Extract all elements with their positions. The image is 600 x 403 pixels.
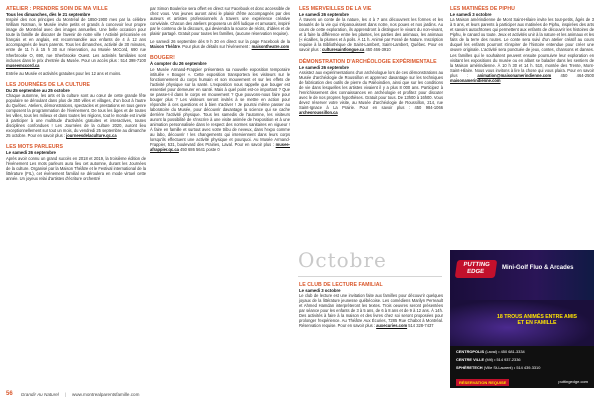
page-number: 56 bbox=[6, 391, 13, 397]
ad-location-row: CENTRE VILLE (Mtl) • 514 937-2336 bbox=[456, 357, 521, 362]
section-date: À compter du 26 septembre bbox=[150, 61, 207, 67]
section-date: Le samedi 3 octobre bbox=[450, 12, 492, 17]
section-date: Le samedi 26 septembre bbox=[6, 150, 56, 156]
section-link[interactable]: maisontheatre.com bbox=[251, 44, 290, 50]
section-link[interactable]: archeoroussillon.ca bbox=[299, 110, 338, 116]
column-3-lower bbox=[299, 282, 443, 335]
section-body: par Simon Boulerice sera offert en direct sur Facebook et donc accessible de chez vous. Vos jeunes auront ainsi le plaisir d'être accompagnés par des auteurs et artistes professionnels à travers une expérience créative conviviale. Chacun des ateliers proposera un défi ludique et amusant, inspiré par le contenu de la discours, qui deviendra la source de récits, d'idées et de plaisir partagé. Gratuit pour toutes les familles, (aucune réservation requise). bbox=[150, 6, 290, 37]
section-mots-parleurs-cont bbox=[150, 6, 290, 49]
section-archeologie bbox=[299, 59, 443, 116]
section-link[interactable]: animation@maisonamerindienne.com bbox=[477, 72, 552, 78]
ad-location-row: SPHÈRETECH (Ville St-Laurent) • 514 439-3310 bbox=[456, 365, 541, 370]
section-body: La Maison amérindienne de Mont Saint-Hilaire invite les tout-petits, âgés de 3 à 5 ans, et leurs parents à participer aux matinées de Piphu, inspirées des arts et savoirs autochtones qui permettent aux enfants de découvrir les histoires de Piphu, le canard ou toute. Jeux et activités unir à la nature et les animaux et les faits de la terre des routes. Le conte sera suivi d'un atelier créatif au cours duquel les enfants pourront s'inspirer de l'histoire entendue pour créer une œuvre originale. L'activité sera ponctuée de jeux, contes, chansons et danses. Les familles qui le souhaitent peuvent ensuite poursuivre leur exploration en visitant les expositions du musée ou en allant se balader dans les sentiers de la Maison amérindienne. À 10 h 30 et 14 h. 510, montée des Trente, Mont-Saint-Hilaire. Nous vous invitons à lire la chose qui vous plaira. Pour en savoir plus : animation@maisonamerindienne.com 450 464-2500 maisonamerindienne.com bbox=[450, 17, 594, 83]
section-heading: LES MATINÉES DE PIPHU bbox=[450, 6, 515, 12]
column-4 bbox=[450, 6, 594, 89]
ad-title: Mini-Golf Fluo & Arcades bbox=[502, 265, 574, 271]
section-heading: DÉMONSTRATION D'ARCHÉOLOGIE EXPÉRIMENTALE bbox=[299, 58, 437, 65]
section-link[interactable]: culturesaintlongue.ca bbox=[321, 47, 365, 53]
divider bbox=[298, 276, 442, 277]
column-3 bbox=[299, 6, 443, 121]
section-body: À travers un conte de la nature, les 4 à 7 ans découvrent les formes et les beautés de la vie qui s'épanouissent dans notre, nos poues et nos jardins. Au cours de cette exploration, ils apprendront à distinguer le vivant du non-vivant, et à faire la différence entre les plantes, les parties des animaux, les animaux (« écailles, la plumes et à poils. À 11 h. Animé par Fossé de Nature. Inscription requise à la Bibliothèque de Saint-Lambert, Saint-Lambert, Québec. Pour en savoir plus : culturesaintlongue.ca 450 466-3910 bbox=[299, 17, 443, 53]
section-heading: LES MERVEILLES DE LA VIE bbox=[299, 6, 372, 12]
section-link[interactable]: auxecuries.com bbox=[376, 323, 408, 329]
section-bouger bbox=[150, 55, 290, 152]
magazine-name: Grandir Au Naturel bbox=[20, 391, 59, 397]
section-date: Tous les dimanches, dès le 21 septembre bbox=[6, 12, 91, 17]
section-date: Le samedi 26 septembre bbox=[299, 64, 349, 70]
column-2 bbox=[150, 6, 290, 158]
section-club-lecture bbox=[299, 282, 443, 329]
section-heading: LES JOURNÉES DE LA CULTURE bbox=[6, 81, 91, 88]
section-heading: LES MOTS PARLEURS bbox=[6, 144, 63, 151]
section-link-2[interactable]: maisonamerindienne.com bbox=[450, 77, 501, 83]
section-mots-parleurs bbox=[6, 144, 146, 180]
section-prendre-soin bbox=[6, 6, 146, 76]
section-date: Le samedi 26 septembre bbox=[299, 12, 349, 17]
section-date: Du 25 septembre au 25 octobre bbox=[6, 87, 70, 93]
section-body: Le Musée Armand-Frappier présentera sa nouvelle exposition temporaire intitulée « Bouger ». Cette exposition transportera les visiteurs sur le fonctionnement du corps humain et son mouvement et sur les effets de l'activité physique sur la santé. L'exposition nous rappelle que bouger est essentiel pour demeurer en santé. Mais à quel point est-ce important ? Que se passe-t-il dans le corps en mouvement ? Que pouvons-nous faire pour bouger plus ? Les visiteurs seront invités à se mettre en action pour répondre à ces questions et à bien s'activer ! Je pourrai même passer au laboratoire du Musée, pour découvrir davantage la science qui se cache derrière l'activité physique. Tous les samedis de l'automne, les visiteurs auront la possibilité de s'inscrire à une visite animée de l'exposition et à une animation personnalisée dans le respect des normes sanitaires en vigueur ! À faire en famille et surtout avec votre tribu de neveux, dans l'expo comme au labo, découvrir ! les changements qui interviennent dans leurs corps lorsqu'ils effectuent une activité physique et pourquoi. Au Musée Armand-Frappier, 531, boulevard des Prairies, Laval. Pour en savoir plus : musee-afrappier.qc.ca 450 686 5641 poste 0 bbox=[150, 66, 290, 153]
footer-separator: | bbox=[64, 391, 67, 397]
month-title: Octobre bbox=[298, 248, 387, 272]
section-heading: ATELIER : PRENDRE SOIN DE MA VILLE bbox=[6, 6, 108, 12]
section-date: Le samedi 3 octobre bbox=[299, 288, 341, 293]
venue-name: Maison Théâtre bbox=[150, 44, 181, 50]
section-body: Chaque automne, les arts et la culture sont au cœur de cette grande fête populaire se déroulant dans plus de 350 villes et villages, d'un bout à l'autre du Québec. Ateliers, démonstrations, spectacles et prestations en tous genre composent la programmation de l'événement. De tous les âges et de toutes les villes, tous les milieux et dans toutes les régions, tout le monde est invité à participer à une multitude d'activités gratuites et interactives, toutes disciplines confondues ! Les Journées de la culture 2020, auront lieu exceptionnellement sur tout un mois, du vendredi 25 septembre au dimanche 25 octobre. Pour en savoir plus : journeesdelaculture.qc.ca bbox=[6, 92, 146, 139]
section-link[interactable]: musee-afrappier.qc.ca bbox=[150, 142, 290, 153]
section-link[interactable]: museemccord.ca bbox=[6, 62, 40, 68]
section-journees-culture bbox=[6, 82, 146, 139]
section-matinees-piphu bbox=[450, 6, 594, 83]
section-body-2: Le samedi 26 septembre dès 9 h 30 en direct sur la page Facebook de la Maison Théâtre. Pour plus de détails sur l'événement : maisontheatre.com bbox=[150, 39, 290, 50]
section-body: Le club de lecture est une invitation faite aux familles pour découvrir quelques joyaux de la littérature jeunesse québécoise. Les comédiens Marilyn Perreault et Ahmed Hamdan interprèteront les textes. Trois oeuvres seront présentées par séance pour les enfants de 3 à 5 ans, de 6 à 8 ans et de 9 à 12 ans. À 14h. Des activités à faire à la maison et des livres chez soi seront proposées pour prolonger l'expérience. Au Théâtre Aux Écuries, 7285 Rue Chabot à Montréal. Réservation requise. Pour en savoir plus : auxecuries.com 514 328-7437 bbox=[299, 293, 443, 329]
ad-location-row: CENTROPOLIS (Laval) • 450 681-3334 bbox=[456, 349, 525, 354]
section-note: Entrée au Musée et activités gratuites pour les 12 ans et moins. bbox=[6, 70, 122, 76]
section-body: Après avoir connu un grand succès en 2018 et 2019, la troisième édition de l'événement Les mots parleurs aura lieu cet automne, durant les Journées de la culture. Organisé par la Maison Théâtre et le Festival international de la littérature (FIL), cet événement familial se déroulera en mode virtuel cette année. Un joyeux relai d'artistes d'écriture orchestré bbox=[6, 155, 146, 181]
section-body: Inspiré des nos principes du Montréal de 1850-1900 mes par la célèbre William Notman, le Musée invite petits et grands à concevoir leur propre image de Montréal avec des images annuelles. Une belle occasion pour toute la famille de discuter de l'avenir de notre ville ! Activité préconisée en français et en anglais, est recommandée aux enfants de 4 à 12 ans accompagnés de leurs parents. Tous les dimanches, activité de 30 minutes, entre de 11 h à 15 h 30 sur réservation, au Musée McCord, 690 rue Sherbrooke O, 690, rue Sherbrooke Ouest. Les activités familiales sont incluses dans le prix d'entrée du Musée. Pour un accès plus : 514 398-7100 museemccord.ca bbox=[6, 17, 146, 68]
ad-reservation-badge: RÉSERVATION REQUISE bbox=[456, 379, 509, 386]
ad-logo: PUTTING EDGE bbox=[455, 260, 498, 278]
section-link[interactable]: journeesdelaculture.qc.ca bbox=[66, 133, 117, 139]
column-1 bbox=[6, 6, 146, 187]
section-body: Assistez aux expérimentations d'un archéologue lors de ces démonstrations au Musée d'archéologie de Roussillon et apprenez davantage sur les techniques de fabrication des outils de pierre du Paléoindien, ainsi que sur les conditions de vie dans lesquelles les artistes vivaient il y a plus 8 000 ans. Participez à l'enrichissement des connaissances en archéologie et profitez pour discuter avec le de nos propres hypothèses. Gratuit pour tous. De 13h00 à 16h00. Vous devez réserver votre visite, au Musée d'archéologie de Roussillon, 214, rue Saint-Ignace à La Prairie. Pour en savoir plus : 450 984-1066 archeoroussillon.ca bbox=[299, 69, 443, 116]
section-heading: LE CLUB DE LECTURE FAMILIAL bbox=[299, 282, 383, 288]
page-footer bbox=[6, 389, 594, 399]
advertisement-putting-edge[interactable] bbox=[450, 250, 594, 388]
ad-headline: 18 TROUS ANIMÉS ENTRE AMIS ET EN FAMILLE bbox=[496, 314, 578, 326]
section-heading: BOUGER! bbox=[150, 55, 175, 62]
ad-url[interactable]: puttingedge.com bbox=[558, 379, 588, 384]
site-url[interactable]: www.montrealparentsfamille.com bbox=[72, 391, 140, 397]
section-merveilles bbox=[299, 6, 443, 53]
